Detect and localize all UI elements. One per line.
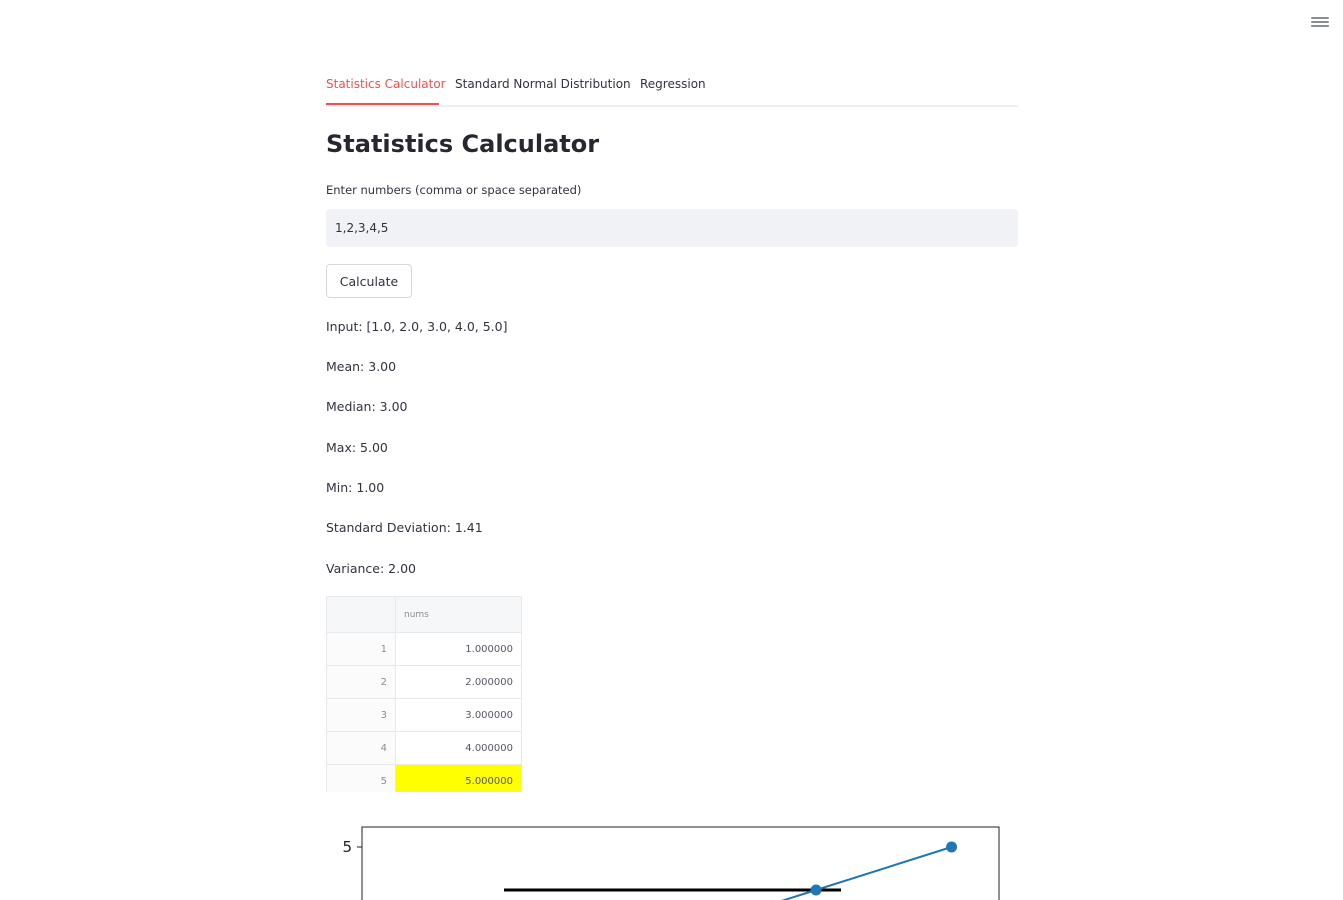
mean-text: Mean: 3.00 xyxy=(326,359,397,374)
row-value[interactable]: 4.000000 xyxy=(396,732,522,765)
data-point xyxy=(946,842,957,853)
row-value[interactable]: 1.000000 xyxy=(396,633,522,666)
data-point xyxy=(811,885,822,896)
line-chart xyxy=(326,820,1018,900)
table-row xyxy=(327,633,522,666)
variance-text: Variance: 2.00 xyxy=(326,561,417,576)
series-line xyxy=(409,847,951,900)
row-index: 3 xyxy=(327,699,396,732)
row-value[interactable]: 3.000000 xyxy=(396,699,522,732)
nums-column-header[interactable]: nums xyxy=(396,597,522,633)
table-row xyxy=(327,732,522,765)
tab-standard-normal-distribution[interactable]: Standard Normal Distribution xyxy=(455,77,631,91)
tab-bar xyxy=(326,74,1018,107)
input-echo-text: Input: [1.0, 2.0, 3.0, 4.0, 5.0] xyxy=(326,319,508,334)
numbers-input[interactable] xyxy=(326,209,1018,247)
table-row xyxy=(327,699,522,732)
row-value[interactable]: 2.000000 xyxy=(396,666,522,699)
active-tab-indicator xyxy=(326,103,439,105)
hamburger-menu-icon[interactable] xyxy=(1311,15,1329,31)
y-tick-label: 5 xyxy=(342,838,352,856)
row-index: 4 xyxy=(327,732,396,765)
row-value-max-highlighted[interactable]: 5.000000 xyxy=(396,765,522,793)
calculate-button[interactable]: Calculate xyxy=(326,264,412,298)
std-dev-text: Standard Deviation: 1.41 xyxy=(326,520,483,535)
numbers-input-label: Enter numbers (comma or space separated) xyxy=(326,183,582,197)
index-header-cell xyxy=(327,597,396,633)
table-row xyxy=(327,765,522,793)
table-row xyxy=(327,666,522,699)
tab-regression[interactable]: Regression xyxy=(640,77,706,91)
max-text: Max: 5.00 xyxy=(326,440,388,455)
row-index: 1 xyxy=(327,633,396,666)
row-index: 2 xyxy=(327,666,396,699)
min-text: Min: 1.00 xyxy=(326,480,385,495)
row-index: 5 xyxy=(327,765,396,793)
median-text: Median: 3.00 xyxy=(326,399,408,414)
tab-statistics-calculator[interactable]: Statistics Calculator xyxy=(326,77,446,91)
page-title: Statistics Calculator xyxy=(326,130,600,158)
table-header-row xyxy=(327,597,522,633)
data-table[interactable] xyxy=(326,596,522,792)
